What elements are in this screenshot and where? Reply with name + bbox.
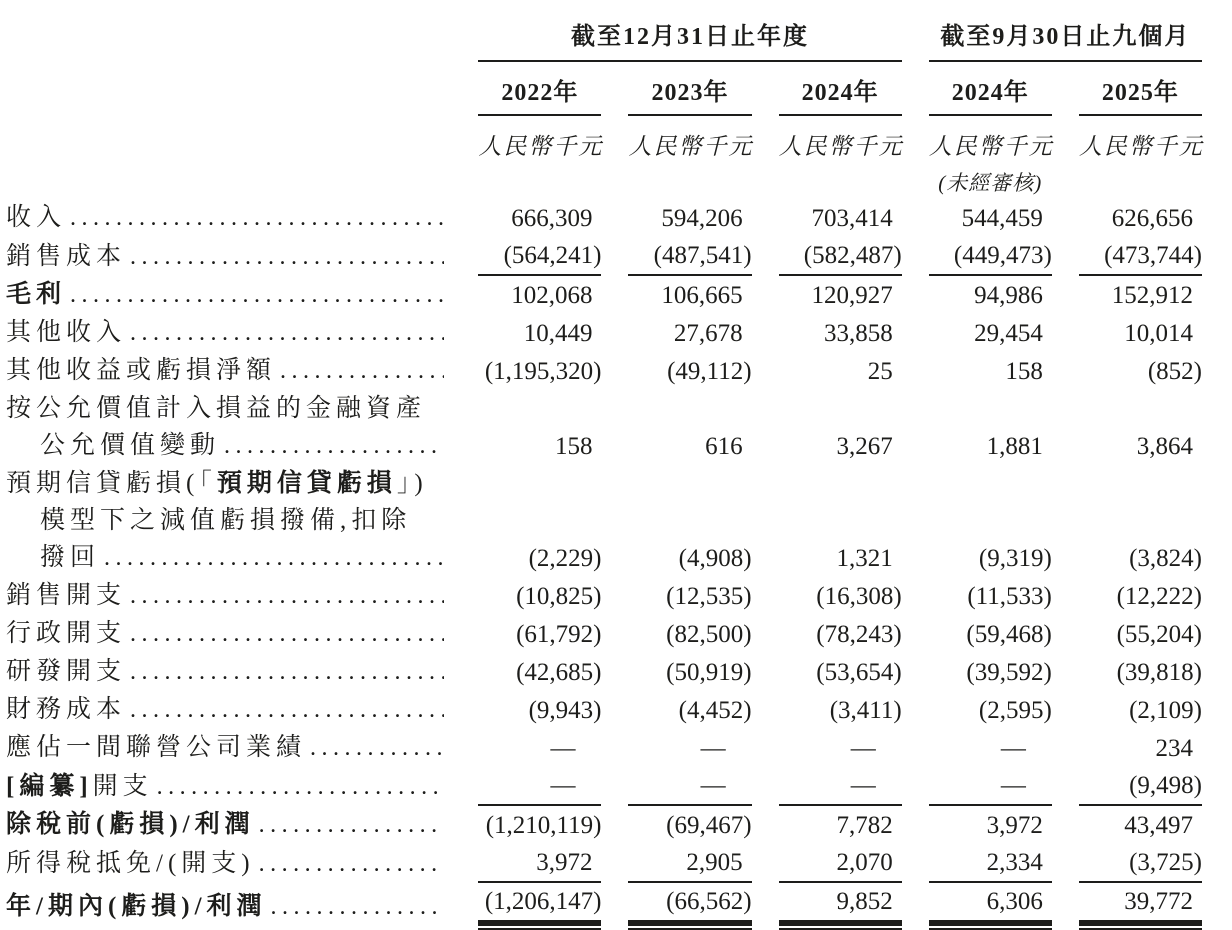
cell-value: — — [1000, 772, 1026, 799]
value-cell — [752, 314, 902, 352]
cell-value: (42,685) — [516, 659, 602, 686]
row-label — [6, 729, 306, 766]
cell-value: 1,881 — [986, 433, 1043, 460]
cell-value: 234 — [1155, 735, 1193, 762]
dot-leader — [70, 200, 444, 237]
value-cell — [752, 767, 902, 806]
row-label-text: 開支 — [92, 773, 153, 800]
value-cell — [601, 237, 751, 276]
value-cell — [1052, 199, 1202, 237]
value-cell — [1052, 276, 1202, 314]
period-group-interim-cell — [902, 10, 1202, 62]
row-label-cell — [6, 653, 478, 691]
cell-value: (2,595) — [978, 697, 1052, 724]
value-cell — [478, 844, 601, 883]
value-cell — [601, 199, 751, 237]
value-cell — [601, 352, 751, 390]
value-cell — [752, 276, 902, 314]
cell-value: (50,919) — [666, 659, 752, 686]
value-cell — [1052, 427, 1202, 465]
cell-value: 94,986 — [974, 282, 1043, 309]
value-cell — [752, 806, 902, 844]
row-label-text: 行政開支 — [6, 620, 127, 647]
value-cell — [1052, 577, 1202, 615]
cell-value: 106,665 — [661, 282, 743, 309]
value-cell — [902, 427, 1052, 465]
value-cell — [752, 577, 902, 615]
dot-leader — [157, 769, 445, 806]
row-label-cell — [6, 276, 478, 314]
row-label — [6, 845, 255, 882]
year-col-3 — [752, 62, 902, 116]
value-cell — [601, 314, 751, 352]
table-row — [6, 615, 1202, 653]
value-cell — [478, 653, 601, 691]
value-cell — [478, 502, 601, 539]
cell-value: (449,473) — [953, 242, 1052, 269]
value-cell — [601, 427, 751, 465]
cell-value: 27,678 — [673, 320, 743, 347]
cell-value: (12,222) — [1116, 583, 1202, 610]
year-header-row — [6, 62, 1202, 116]
value-cell — [752, 465, 902, 502]
row-label-cell — [6, 465, 478, 502]
note-header-row — [6, 163, 1202, 199]
value-cell — [752, 237, 902, 276]
value-cell — [478, 199, 601, 237]
cell-value: (4,452) — [678, 697, 752, 724]
value-cell — [1052, 767, 1202, 806]
cell-value: (4,908) — [678, 545, 752, 572]
row-label — [6, 314, 126, 351]
table-row — [6, 390, 1202, 427]
cell-value: — — [850, 772, 876, 799]
value-cell — [478, 352, 601, 390]
row-label-text: [編纂] — [6, 773, 93, 800]
cell-value: 626,656 — [1111, 205, 1193, 232]
row-label-text: 撥回 — [40, 544, 101, 571]
value-cell — [902, 539, 1052, 577]
cell-value: 33,858 — [823, 320, 893, 347]
cell-value: — — [550, 772, 576, 799]
value-cell — [902, 276, 1052, 314]
cell-value: (487,541) — [653, 242, 752, 269]
row-label-text: 所得稅抵免/(開支) — [6, 850, 255, 877]
value-cell — [902, 390, 1052, 427]
row-label — [6, 390, 426, 427]
cell-value: 2,070 — [836, 849, 893, 876]
row-label-text: 按公允價值計入損益的金融資產 — [6, 395, 427, 422]
table-row — [6, 653, 1202, 691]
cell-value: (3,411) — [829, 697, 902, 724]
cell-value: (78,243) — [816, 621, 902, 648]
value-cell — [601, 577, 751, 615]
row-label-cell — [6, 691, 478, 729]
value-cell — [752, 844, 902, 883]
table-row — [6, 729, 1202, 767]
value-cell — [902, 653, 1052, 691]
row-label — [6, 615, 126, 652]
value-cell — [478, 691, 601, 729]
value-cell — [478, 615, 601, 653]
cell-value: (59,468) — [966, 621, 1052, 648]
cell-value: (12,535) — [666, 583, 752, 610]
row-label — [6, 352, 276, 389]
cell-value: 10,449 — [523, 320, 593, 347]
cell-value: (69,467) — [666, 812, 752, 839]
value-cell — [1052, 844, 1202, 883]
value-cell — [752, 729, 902, 767]
row-label-text: 應佔一間聯營公司業績 — [6, 734, 307, 761]
row-label-cell — [6, 883, 478, 926]
table-row — [6, 691, 1202, 729]
value-cell — [1052, 806, 1202, 844]
table-row — [6, 237, 1202, 276]
cell-value: (9,498) — [1129, 772, 1202, 799]
cell-value: 29,454 — [974, 320, 1043, 347]
cell-value: 43,497 — [1124, 812, 1193, 839]
value-cell — [478, 465, 601, 502]
row-label — [6, 888, 267, 925]
cell-value: 2,334 — [986, 849, 1043, 876]
value-cell — [1052, 615, 1202, 653]
cell-value: 9,852 — [836, 888, 893, 915]
value-cell — [1052, 653, 1202, 691]
cell-value: 2,905 — [686, 849, 743, 876]
value-cell — [902, 465, 1052, 502]
table-row — [6, 427, 1202, 465]
value-cell — [1052, 465, 1202, 502]
value-cell — [752, 615, 902, 653]
value-cell — [601, 615, 751, 653]
table-row — [6, 199, 1202, 237]
year-label: 2023年 — [628, 62, 751, 116]
cell-value: (3,824) — [1129, 545, 1202, 572]
cell-value: (1,210,119) — [485, 812, 602, 839]
cell-value: 3,972 — [536, 849, 593, 876]
year-col-5 — [1052, 62, 1202, 116]
value-cell — [601, 691, 751, 729]
value-cell — [601, 502, 751, 539]
cell-value: (16,308) — [816, 583, 902, 610]
cell-value: (473,744) — [1104, 242, 1202, 269]
value-cell — [478, 577, 601, 615]
value-cell — [601, 883, 751, 926]
row-label-cell — [6, 806, 478, 844]
currency-unit-label: 人民幣千元 — [778, 134, 904, 159]
value-cell — [601, 653, 751, 691]
value-cell — [601, 767, 751, 806]
currency-unit-label: 人民幣千元 — [1078, 134, 1204, 159]
value-cell — [478, 276, 601, 314]
dot-leader — [130, 578, 444, 615]
cell-value: (82,500) — [666, 621, 752, 648]
cell-value: 703,414 — [811, 205, 893, 232]
row-label-text: 研發開支 — [6, 658, 127, 685]
cell-value: (61,792) — [516, 621, 602, 648]
value-cell — [1052, 539, 1202, 577]
value-cell — [1052, 691, 1202, 729]
cell-value: — — [700, 735, 726, 762]
cell-value: 616 — [705, 433, 743, 460]
row-label-cell — [6, 390, 478, 427]
unit-header-row — [6, 116, 1202, 163]
row-label-cell — [6, 615, 478, 653]
cell-value: (66,562) — [666, 888, 752, 915]
row-label-cell — [6, 427, 478, 465]
value-cell — [601, 276, 751, 314]
dot-leader — [310, 730, 444, 767]
value-cell — [752, 390, 902, 427]
value-cell — [1052, 314, 1202, 352]
row-label-cell — [6, 502, 478, 539]
table-row — [6, 276, 1202, 314]
cell-value: (49,112) — [667, 358, 752, 385]
value-cell — [902, 314, 1052, 352]
cell-value: — — [850, 735, 876, 762]
row-label-cell — [6, 237, 478, 276]
value-cell — [902, 767, 1052, 806]
table-row — [6, 767, 1202, 806]
value-cell — [752, 352, 902, 390]
value-cell — [478, 237, 601, 276]
row-label — [6, 653, 126, 690]
cell-value: 3,864 — [1136, 433, 1193, 460]
cell-value: (3,725) — [1129, 849, 1202, 876]
table-row — [6, 844, 1202, 883]
year-label: 2024年 — [779, 62, 902, 116]
dot-leader — [104, 540, 444, 577]
dot-leader — [70, 277, 444, 314]
row-label — [6, 806, 255, 843]
value-cell — [902, 615, 1052, 653]
year-col-4 — [902, 62, 1052, 116]
cell-value: 3,267 — [836, 433, 893, 460]
row-label-text: 公允價值變動 — [40, 432, 221, 459]
value-cell — [752, 691, 902, 729]
value-cell — [902, 237, 1052, 276]
cell-value: 158 — [1005, 358, 1043, 385]
cell-value: (2,229) — [528, 545, 602, 572]
value-cell — [902, 883, 1052, 926]
period-group-annual-cell — [478, 10, 901, 62]
value-cell — [1052, 729, 1202, 767]
table-row — [6, 502, 1202, 539]
value-cell — [902, 806, 1052, 844]
cell-value: 6,306 — [986, 888, 1043, 915]
value-cell — [601, 390, 751, 427]
row-label-text: 毛利 — [6, 281, 67, 308]
row-label-cell — [6, 844, 478, 883]
row-label — [6, 276, 66, 313]
row-label-text: 模型下之減值虧損撥備,扣除 — [40, 507, 412, 534]
value-cell — [752, 427, 902, 465]
value-cell — [478, 883, 601, 926]
cell-value: 152,912 — [1111, 282, 1193, 309]
currency-unit-label: 人民幣千元 — [478, 134, 604, 159]
income-statement-table — [6, 10, 1202, 926]
dot-leader — [130, 315, 444, 352]
row-label-text: 銷售開支 — [6, 582, 127, 609]
cell-value: (53,654) — [816, 659, 902, 686]
table-row — [6, 577, 1202, 615]
value-cell — [601, 539, 751, 577]
cell-value: (2,109) — [1129, 697, 1202, 724]
cell-value: 102,068 — [511, 282, 593, 309]
value-cell — [601, 806, 751, 844]
row-label-text: 預期信貸虧損(「 — [6, 470, 217, 497]
cell-value: (852) — [1147, 358, 1202, 385]
dot-leader — [130, 692, 444, 729]
value-cell — [1052, 502, 1202, 539]
cell-value: (564,241) — [503, 242, 602, 269]
cell-value: 25 — [867, 358, 893, 385]
cell-value: (55,204) — [1116, 621, 1202, 648]
row-label-cell — [6, 199, 478, 237]
row-label-text: 收入 — [6, 204, 67, 231]
row-label-cell — [6, 577, 478, 615]
currency-unit-label: 人民幣千元 — [928, 134, 1054, 159]
row-label-text: 除稅前(虧損)/利潤 — [6, 811, 255, 838]
cell-value: 10,014 — [1124, 320, 1193, 347]
row-label-cell — [6, 539, 478, 577]
value-cell — [902, 577, 1052, 615]
dot-leader — [259, 846, 445, 883]
value-cell — [752, 502, 902, 539]
cell-value: 666,309 — [511, 205, 593, 232]
cell-value: — — [700, 772, 726, 799]
period-group-interim-label: 截至9月30日止九個月 — [929, 10, 1202, 62]
period-group-annual-label: 截至12月31日止年度 — [478, 10, 901, 62]
cell-value: (39,818) — [1116, 659, 1202, 686]
value-cell — [601, 844, 751, 883]
value-cell — [478, 729, 601, 767]
row-label — [6, 199, 66, 236]
value-cell — [601, 465, 751, 502]
value-cell — [752, 539, 902, 577]
cell-value: 39,772 — [1124, 888, 1193, 915]
row-label — [6, 238, 126, 275]
year-col-1 — [478, 62, 601, 116]
row-label — [6, 465, 428, 502]
dot-leader — [271, 889, 445, 926]
row-label-text: 年/期內(虧損)/利潤 — [6, 893, 267, 920]
value-cell — [902, 199, 1052, 237]
period-header-row — [6, 10, 1202, 62]
cell-value: (1,206,147) — [484, 888, 602, 915]
row-label-cell — [6, 314, 478, 352]
table-row — [6, 883, 1202, 926]
dot-leader — [259, 807, 445, 844]
value-cell — [902, 352, 1052, 390]
dot-leader — [224, 428, 444, 465]
cell-value: 594,206 — [661, 205, 743, 232]
row-label-cell — [6, 729, 478, 767]
cell-value: (9,943) — [528, 697, 602, 724]
row-label — [40, 502, 411, 539]
value-cell — [752, 199, 902, 237]
year-label: 2025年 — [1079, 62, 1202, 116]
unaudited-note: (未經審核) — [938, 171, 1043, 195]
cell-value: — — [1000, 735, 1026, 762]
cell-value: 3,972 — [986, 812, 1043, 839]
cell-value: 544,459 — [961, 205, 1043, 232]
row-label — [6, 577, 126, 614]
cell-value: 158 — [554, 433, 593, 460]
row-label — [40, 427, 220, 464]
dot-leader — [280, 353, 444, 390]
value-cell — [478, 539, 601, 577]
row-label-cell — [6, 352, 478, 390]
table-row — [6, 806, 1202, 844]
dot-leader — [130, 654, 444, 691]
row-label-text: 」) — [396, 470, 428, 497]
table-row — [6, 352, 1202, 390]
cell-value: — — [550, 735, 576, 762]
row-label-text: 其他收入 — [6, 319, 127, 346]
dot-leader — [130, 239, 444, 276]
cell-value: (582,487) — [803, 242, 902, 269]
value-cell — [478, 427, 601, 465]
value-cell — [1052, 390, 1202, 427]
value-cell — [902, 691, 1052, 729]
row-label — [40, 539, 100, 576]
value-cell — [478, 806, 601, 844]
value-cell — [752, 883, 902, 926]
header-spacer — [6, 10, 478, 62]
value-cell — [902, 729, 1052, 767]
cell-value: 1,321 — [836, 545, 893, 572]
cell-value: 7,782 — [836, 812, 893, 839]
value-cell — [601, 729, 751, 767]
row-label-text: 其他收益或虧損淨額 — [6, 357, 277, 384]
year-col-2 — [601, 62, 751, 116]
value-cell — [752, 653, 902, 691]
dot-leader — [130, 616, 444, 653]
value-cell — [478, 314, 601, 352]
currency-unit-label: 人民幣千元 — [628, 134, 754, 159]
row-label — [6, 768, 153, 805]
cell-value: (1,195,320) — [484, 358, 602, 385]
row-label-text: 銷售成本 — [6, 243, 127, 270]
cell-value: (39,592) — [966, 659, 1052, 686]
value-cell — [478, 390, 601, 427]
table-body — [6, 199, 1202, 926]
value-cell — [902, 502, 1052, 539]
cell-value: 120,927 — [811, 282, 893, 309]
cell-value: (11,533) — [967, 583, 1052, 610]
year-label: 2024年 — [929, 62, 1052, 116]
row-label-cell — [6, 767, 478, 806]
value-cell — [1052, 352, 1202, 390]
value-cell — [902, 844, 1052, 883]
value-cell — [478, 767, 601, 806]
table-row — [6, 465, 1202, 502]
row-label-text: 預期信貸虧損 — [216, 470, 397, 497]
value-cell — [1052, 883, 1202, 926]
value-cell — [1052, 237, 1202, 276]
table-row — [6, 539, 1202, 577]
row-label — [6, 691, 126, 728]
year-label: 2022年 — [478, 62, 601, 116]
cell-value: (10,825) — [516, 583, 602, 610]
table-row — [6, 314, 1202, 352]
row-label-text: 財務成本 — [6, 696, 127, 723]
cell-value: (9,319) — [978, 545, 1052, 572]
